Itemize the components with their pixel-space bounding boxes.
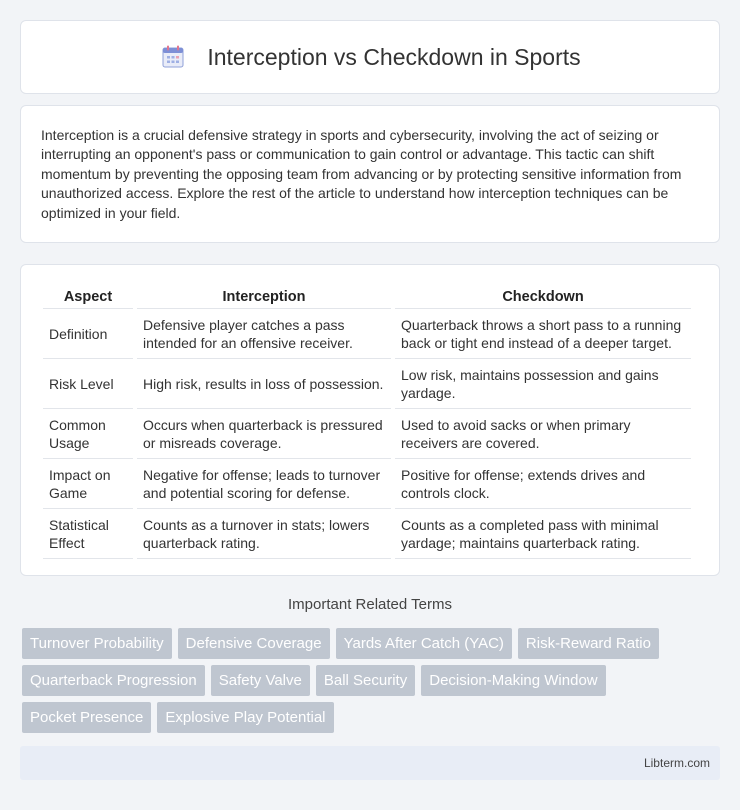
comparison-table-card — [20, 264, 720, 576]
related-term-tag[interactable]: Defensive Coverage — [178, 628, 330, 659]
row-aspect: Definition — [43, 309, 133, 359]
related-term-tag[interactable]: Pocket Presence — [22, 702, 151, 733]
row-interception: Occurs when quarterback is pressured or misreads coverage. — [137, 409, 391, 459]
row-interception: Counts as a turnover in stats; lowers quarterback rating. — [137, 509, 391, 559]
footer-site-link[interactable]: Libterm.com — [643, 756, 710, 770]
intro-card — [20, 105, 720, 243]
header-card — [20, 20, 720, 94]
row-aspect: Statistical Effect — [43, 509, 133, 559]
header-interception: Interception — [137, 287, 391, 309]
related-term-tag[interactable]: Ball Security — [316, 665, 415, 696]
header-aspect: Aspect — [43, 287, 133, 309]
table-row — [43, 459, 691, 509]
row-checkdown: Counts as a completed pass with minimal yardage; maintains quarterback rating. — [395, 509, 691, 559]
row-checkdown: Positive for offense; extends drives and controls clock. — [395, 459, 691, 509]
row-aspect: Risk Level — [43, 359, 133, 409]
comparison-table — [39, 287, 695, 559]
related-term-tag[interactable]: Explosive Play Potential — [157, 702, 333, 733]
row-interception: Negative for offense; leads to turnover and potential scoring for defense. — [137, 459, 391, 509]
related-term-tag[interactable]: Safety Valve — [211, 665, 310, 696]
table-header-row — [43, 287, 691, 309]
row-aspect: Impact on Game — [43, 459, 133, 509]
row-aspect: Common Usage — [43, 409, 133, 459]
calendar-icon — [159, 43, 187, 71]
header-checkdown: Checkdown — [395, 287, 691, 309]
footer — [20, 746, 720, 780]
intro-text: Interception is a crucial defensive strategy in sports and cybersecurity, involving the act of seizing or interrupting an opponent's pass or communication to gain control or advantage. This tactic can shift momentum by preventing the opposing team from advancing or by protecting sensitive information from unauthorized access. Explore the rest of the article to understand how interception techniques can be optimized in your field. — [41, 127, 682, 221]
related-term-tag[interactable]: Yards After Catch (YAC) — [336, 628, 512, 659]
table-row — [43, 359, 691, 409]
row-checkdown: Low risk, maintains possession and gains yardage. — [395, 359, 691, 409]
related-term-tag[interactable]: Quarterback Progression — [22, 665, 205, 696]
table-row — [43, 409, 691, 459]
page-title: Interception vs Checkdown in Sports — [207, 43, 581, 70]
related-term-tag[interactable]: Turnover Probability — [22, 628, 172, 659]
related-terms-title: Important Related Terms — [288, 596, 452, 613]
table-row — [43, 309, 691, 359]
row-checkdown: Quarterback throws a short pass to a running back or tight end instead of a deeper target. — [395, 309, 691, 359]
table-row — [43, 509, 691, 559]
related-term-tag[interactable]: Risk-Reward Ratio — [518, 628, 659, 659]
row-interception: Defensive player catches a pass intended for an offensive receiver. — [137, 309, 391, 359]
related-terms-list — [22, 628, 722, 739]
related-term-tag[interactable]: Decision-Making Window — [421, 665, 605, 696]
row-interception: High risk, results in loss of possession. — [137, 359, 391, 409]
row-checkdown: Used to avoid sacks or when primary receivers are covered. — [395, 409, 691, 459]
